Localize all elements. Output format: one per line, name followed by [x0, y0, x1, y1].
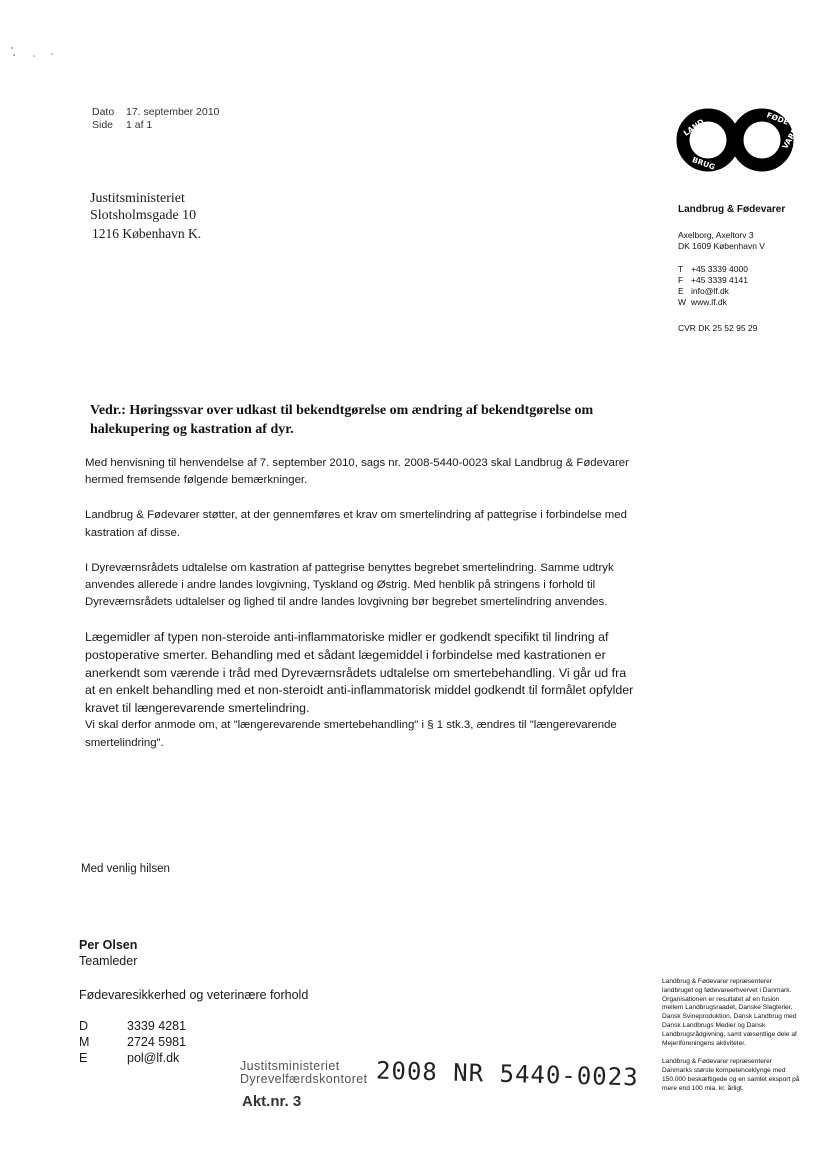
recipient-line: Justitsministeriet	[90, 191, 185, 206]
date-row	[92, 106, 219, 119]
contact-phone: T +45 3339 4000	[678, 264, 748, 274]
signer-contacts	[79, 1018, 186, 1066]
received-stamp	[240, 1056, 639, 1110]
scan-specks	[8, 44, 68, 74]
signer-department: Fødevaresikkerhed og veterinære forhold	[79, 988, 309, 1002]
sender-name: Landbrug & Fødevarer	[678, 204, 786, 215]
signer-block	[79, 937, 137, 969]
date-label: Dato	[92, 106, 115, 118]
contact-web: W www.lf.dk	[678, 297, 727, 307]
svg-text:LAND: LAND	[681, 117, 706, 138]
svg-text:VARER: VARER	[780, 121, 803, 151]
contact-email: E info@lf.dk	[678, 286, 729, 296]
page-row	[92, 119, 219, 132]
signer-direct: D 3339 4281	[79, 1019, 187, 1033]
org-info-paragraph: Landbrug & Fødevarer repræsenterer Danmarks største kompetenceklynge med 150.000 beskæftigede og en samlet eksport på mere end 100 mia. kr. årligt.	[662, 1058, 800, 1092]
body-paragraph: Vi skal derfor anmode om, at "længerevarende smertebehandling" i § 1 stk.3, ændres til "længerevarende smertelindring".	[85, 719, 617, 749]
signer-name: Per Olsen	[79, 938, 138, 952]
stamp-ministry: Justitsministeriet	[240, 1059, 340, 1073]
body-paragraph: I Dyreværnsrådets udtalelse om kastration af pattegrise benyttes begrebet smertelindring. Samme udtryk anvendes allerede i andre landes lovgivning, Tyskland og Østrig. Med henblik på stringens i forhold til Dyreværnsrådets udtalelser og lighed til andre landes lovgivning bør begrebet smertelindring anvendes.	[85, 561, 614, 609]
stamp-akt-number: Akt.nr. 3	[242, 1093, 302, 1110]
letter-meta	[92, 106, 219, 132]
svg-text:FØDE: FØDE	[765, 110, 790, 127]
letter-body	[85, 455, 637, 770]
page-value: 1 af 1	[126, 119, 153, 131]
signer-mobile: M 2724 5981	[79, 1035, 187, 1049]
date-value: 17. september 2010	[126, 106, 220, 118]
recipient-address	[90, 190, 201, 242]
address-line: DK 1609 København V	[678, 241, 765, 251]
body-paragraph: Med henvisning til henvendelse af 7. september 2010, sags nr. 2008-5440-0023 skal Landbrug & Fødevarer hermed fremsende følgende bemærkninger.	[85, 457, 629, 487]
signer-email: E pol@lf.dk	[79, 1051, 180, 1065]
stamp-office: Dyrevelfærdskontoret	[240, 1072, 368, 1086]
recipient-line: Slotsholmsgade 10	[90, 208, 197, 223]
body-paragraph: Landbrug & Fødevarer støtter, at der gennemføres et krav om smertelindring af pattegrise i forbindelse med kastration af disse.	[85, 509, 627, 539]
svg-text:BRUG: BRUG	[690, 155, 717, 172]
stamp-journal-number: 2008 NR 5440-0023	[375, 1056, 639, 1092]
organisation-info	[662, 978, 802, 1094]
org-info-paragraph: Landbrug & Fødevarer repræsenterer landbruget og fødevareerhvervet i Danmark. Organisationen er resultatet af en fusion mellem Landbrugsraadet, Danske Slagterier, Dansk Svineproduktion, Dansk Landbrug med Dansk Landbrugs Medier og Dansk Landbrugsrådgivning, samt væsentlige dele af Mejeriforeningens aktiviteter.	[662, 978, 797, 1047]
page-label: Side	[92, 119, 114, 131]
signer-title: Teamleder	[79, 954, 138, 968]
subject-line: Vedr.: Høringssvar over udkast til bekendtgørelse om ændring af bekendtgørelse om halekupering og kastration af dyr.	[90, 403, 594, 437]
sender-contacts	[678, 264, 748, 308]
closing-greeting: Med venlig hilsen	[81, 863, 170, 875]
cvr-number: CVR DK 25 52 95 29	[678, 323, 758, 333]
recipient-line: 1216 København K.	[92, 226, 202, 241]
contact-fax: F +45 3339 4141	[678, 275, 748, 285]
sender-address	[678, 230, 765, 252]
body-paragraph: Lægemidler af typen non-steroide anti-inflammatoriske midler er godkendt specifikt til lindring af postoperative smerter. Behandling med et sådant lægemiddel i forbindelse med kastrationen er anerkendt som værende i tråd med Dyreværnsrådets udtalelse om smertebehandling. Vi går ud fra at en enkelt behandling med et non-steroidt anti-inflammatorisk middel godkendt til formålet opfylder kravet til længerevarende smertelindring.	[85, 630, 634, 715]
address-line: Axelborg, Axeltorv 3	[678, 230, 754, 240]
landbrug-fodevarer-logo	[674, 102, 803, 178]
